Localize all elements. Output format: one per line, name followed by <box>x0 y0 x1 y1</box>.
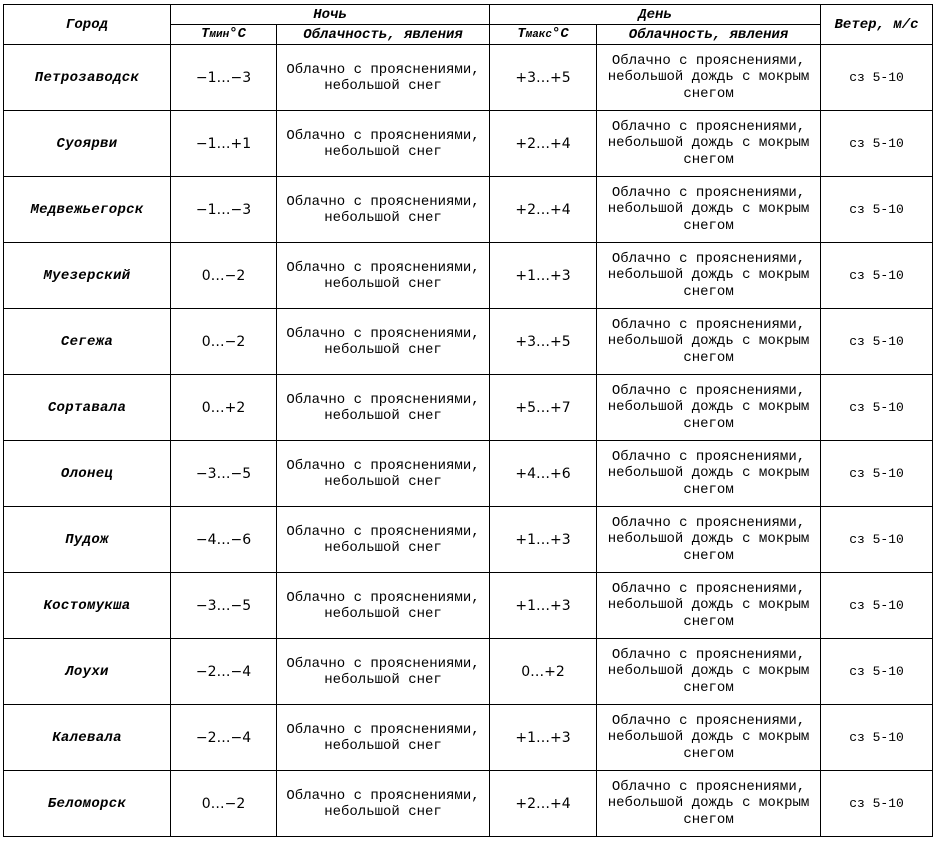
day-conditions-cell: Облачно с прояснениями, небольшой дождь с мокрым снегом <box>597 507 821 573</box>
wind-cell: сз 5-10 <box>821 771 933 837</box>
city-cell: Костомукша <box>4 573 171 639</box>
city-cell: Олонец <box>4 441 171 507</box>
tmax-cell: +1…+3 <box>490 705 597 771</box>
day-conditions-cell: Облачно с прояснениями, небольшой дождь с мокрым снегом <box>597 639 821 705</box>
header-row-main <box>4 5 933 25</box>
wind-cell: сз 5-10 <box>821 639 933 705</box>
header-day-cloud: Облачность, явления <box>597 25 821 45</box>
day-conditions-cell: Облачно с прояснениями, небольшой дождь с мокрым снегом <box>597 441 821 507</box>
table-row <box>4 45 933 111</box>
tmin-cell: 0…−2 <box>171 771 277 837</box>
header-tmax <box>490 25 597 45</box>
night-conditions-cell: Облачно с прояснениями, небольшой снег <box>277 771 490 837</box>
city-cell: Лоухи <box>4 639 171 705</box>
header-city: Город <box>4 5 171 45</box>
header-tmax-letter: T <box>517 26 526 42</box>
day-conditions-cell: Облачно с прояснениями, небольшой дождь с мокрым снегом <box>597 45 821 111</box>
wind-cell: сз 5-10 <box>821 507 933 573</box>
table-row <box>4 771 933 837</box>
tmax-cell: +3…+5 <box>490 309 597 375</box>
city-cell: Сортавала <box>4 375 171 441</box>
tmax-cell: +4…+6 <box>490 441 597 507</box>
night-conditions-cell: Облачно с прояснениями, небольшой снег <box>277 639 490 705</box>
table-row <box>4 705 933 771</box>
tmin-cell: 0…−2 <box>171 243 277 309</box>
wind-cell: сз 5-10 <box>821 45 933 111</box>
tmax-cell: +1…+3 <box>490 243 597 309</box>
table-row <box>4 375 933 441</box>
table-header <box>4 5 933 45</box>
wind-cell: сз 5-10 <box>821 375 933 441</box>
tmax-cell: +3…+5 <box>490 45 597 111</box>
day-conditions-cell: Облачно с прояснениями, небольшой дождь с мокрым снегом <box>597 177 821 243</box>
header-tmin-sub: мин <box>209 29 230 41</box>
wind-cell: сз 5-10 <box>821 309 933 375</box>
city-cell: Петрозаводск <box>4 45 171 111</box>
wind-cell: сз 5-10 <box>821 441 933 507</box>
header-day: День <box>490 5 821 25</box>
night-conditions-cell: Облачно с прояснениями, небольшой снег <box>277 441 490 507</box>
tmin-cell: −3…−5 <box>171 573 277 639</box>
city-cell: Калевала <box>4 705 171 771</box>
table-row <box>4 639 933 705</box>
night-conditions-cell: Облачно с прояснениями, небольшой снег <box>277 375 490 441</box>
night-conditions-cell: Облачно с прояснениями, небольшой снег <box>277 309 490 375</box>
tmin-cell: −2…−4 <box>171 705 277 771</box>
night-conditions-cell: Облачно с прояснениями, небольшой снег <box>277 243 490 309</box>
tmax-cell: +2…+4 <box>490 111 597 177</box>
table-row <box>4 573 933 639</box>
night-conditions-cell: Облачно с прояснениями, небольшой снег <box>277 111 490 177</box>
forecast-table <box>3 4 933 837</box>
tmax-cell: +1…+3 <box>490 507 597 573</box>
table-row <box>4 507 933 573</box>
table-row <box>4 177 933 243</box>
city-cell: Суоярви <box>4 111 171 177</box>
header-tmax-sub: макс <box>525 29 553 41</box>
header-wind: Ветер, м/с <box>821 5 933 45</box>
table-row <box>4 441 933 507</box>
table-row <box>4 309 933 375</box>
city-cell: Беломорск <box>4 771 171 837</box>
day-conditions-cell: Облачно с прояснениями, небольшой дождь с мокрым снегом <box>597 771 821 837</box>
wind-cell: сз 5-10 <box>821 177 933 243</box>
tmin-cell: −1…−3 <box>171 45 277 111</box>
table-body <box>4 45 933 837</box>
night-conditions-cell: Облачно с прояснениями, небольшой снег <box>277 507 490 573</box>
header-tmin-letter: T <box>200 26 210 42</box>
wind-cell: сз 5-10 <box>821 243 933 309</box>
day-conditions-cell: Облачно с прояснениями, небольшой дождь с мокрым снегом <box>597 243 821 309</box>
tmax-cell: +5…+7 <box>490 375 597 441</box>
day-conditions-cell: Облачно с прояснениями, небольшой дождь с мокрым снегом <box>597 309 821 375</box>
night-conditions-cell: Облачно с прояснениями, небольшой снег <box>277 573 490 639</box>
tmax-cell: +2…+4 <box>490 771 597 837</box>
day-conditions-cell: Облачно с прояснениями, небольшой дождь с мокрым снегом <box>597 573 821 639</box>
header-night: Ночь <box>171 5 490 25</box>
table-row <box>4 111 933 177</box>
city-cell: Пудож <box>4 507 171 573</box>
day-conditions-cell: Облачно с прояснениями, небольшой дождь с мокрым снегом <box>597 375 821 441</box>
night-conditions-cell: Облачно с прояснениями, небольшой снег <box>277 45 490 111</box>
tmin-cell: 0…−2 <box>171 309 277 375</box>
header-tmax-unit: °C <box>552 26 569 42</box>
tmin-cell: −1…−3 <box>171 177 277 243</box>
tmin-cell: −3…−5 <box>171 441 277 507</box>
day-conditions-cell: Облачно с прояснениями, небольшой дождь с мокрым снегом <box>597 705 821 771</box>
tmin-cell: −1…+1 <box>171 111 277 177</box>
wind-cell: сз 5-10 <box>821 705 933 771</box>
city-cell: Муезерский <box>4 243 171 309</box>
city-cell: Медвежьегорск <box>4 177 171 243</box>
header-tmin-unit: °C <box>229 26 247 42</box>
header-night-cloud: Облачность, явления <box>277 25 490 45</box>
wind-cell: сз 5-10 <box>821 111 933 177</box>
tmax-cell: 0…+2 <box>490 639 597 705</box>
header-tmin <box>171 25 277 45</box>
tmin-cell: −4…−6 <box>171 507 277 573</box>
wind-cell: сз 5-10 <box>821 573 933 639</box>
city-cell: Сегежа <box>4 309 171 375</box>
night-conditions-cell: Облачно с прояснениями, небольшой снег <box>277 177 490 243</box>
day-conditions-cell: Облачно с прояснениями, небольшой дождь с мокрым снегом <box>597 111 821 177</box>
tmin-cell: −2…−4 <box>171 639 277 705</box>
tmax-cell: +2…+4 <box>490 177 597 243</box>
table-row <box>4 243 933 309</box>
tmax-cell: +1…+3 <box>490 573 597 639</box>
night-conditions-cell: Облачно с прояснениями, небольшой снег <box>277 705 490 771</box>
tmin-cell: 0…+2 <box>171 375 277 441</box>
